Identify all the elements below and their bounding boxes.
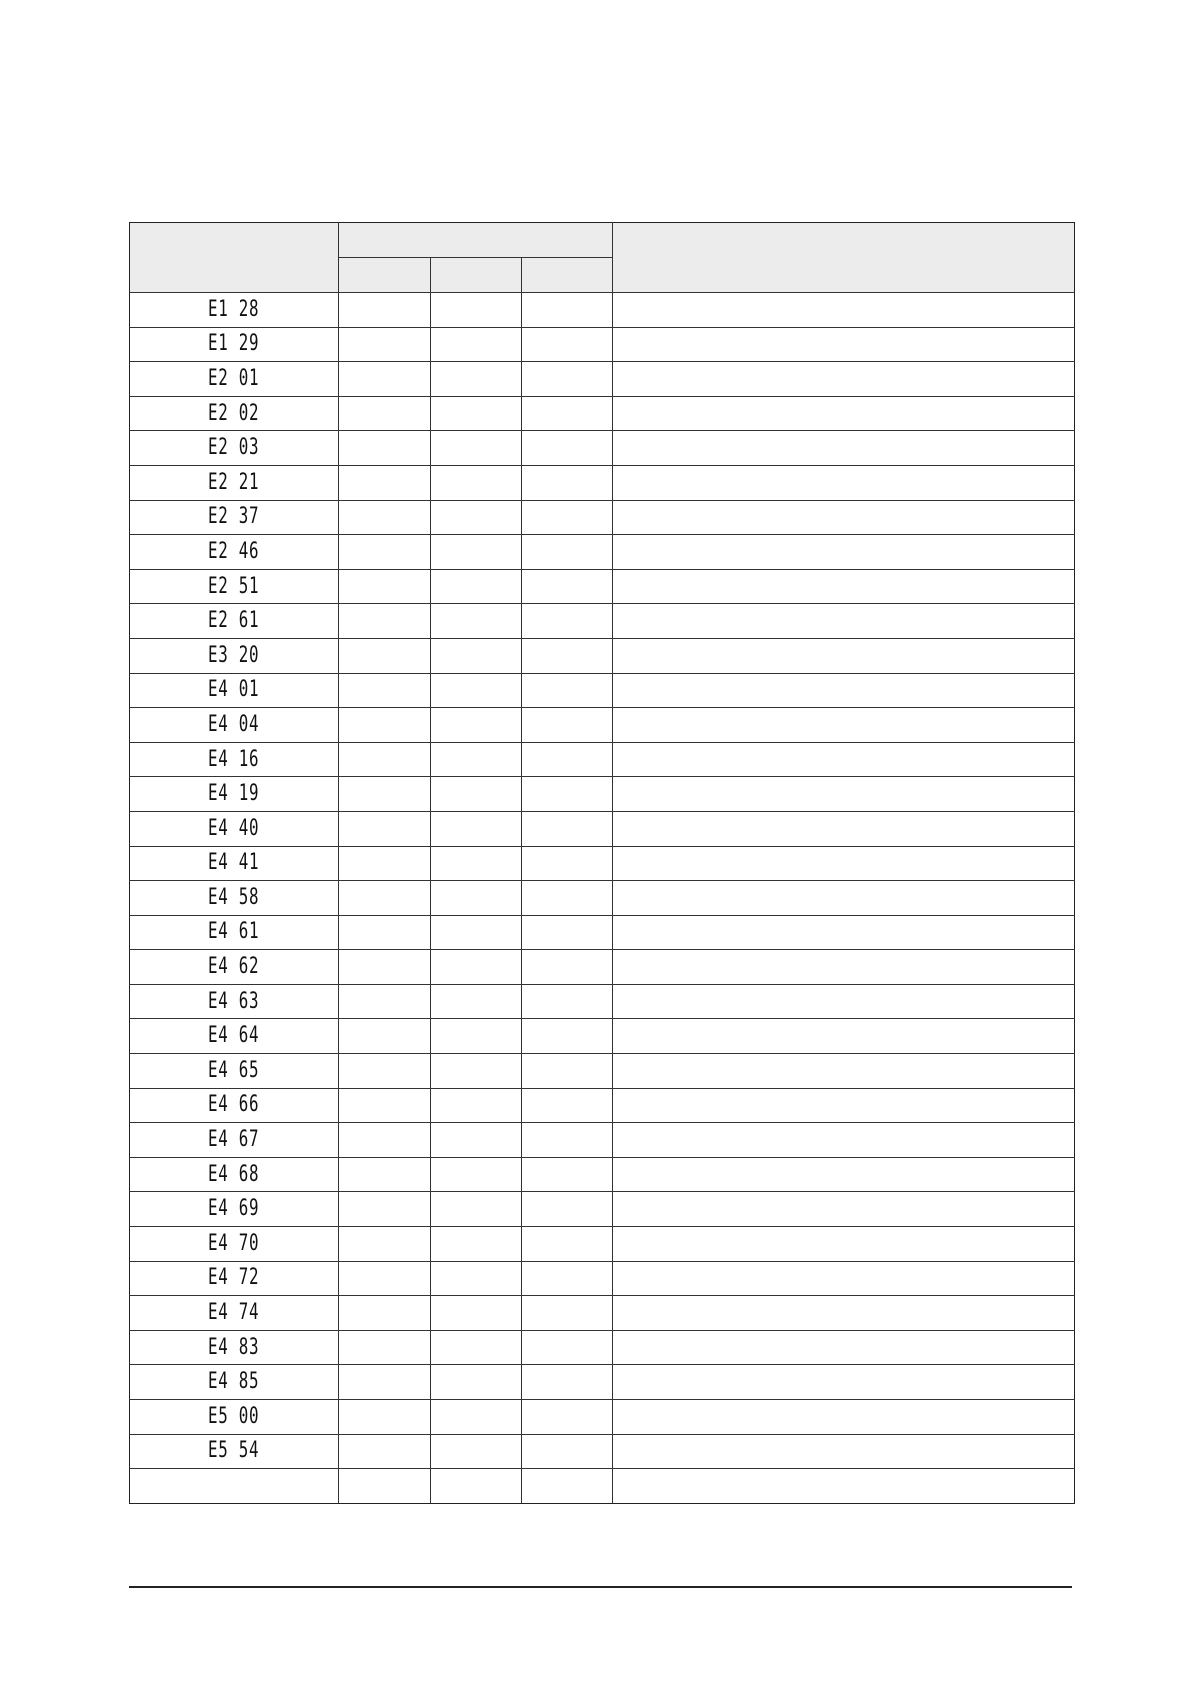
status-cell-3 (522, 1469, 613, 1504)
status-cell-3 (522, 569, 613, 604)
status-cell-3 (522, 465, 613, 500)
status-cell-2 (431, 777, 522, 812)
status-cell-2 (431, 1054, 522, 1089)
description-cell (613, 1296, 1075, 1331)
status-cell-3 (522, 1434, 613, 1469)
error-code-cell (130, 1434, 339, 1469)
error-code: E4 63 (208, 988, 260, 1014)
description-cell (613, 1088, 1075, 1123)
table-row (130, 1054, 1075, 1089)
table-row (130, 811, 1075, 846)
status-cell-3 (522, 777, 613, 812)
error-code: E1 28 (208, 296, 260, 322)
table-row (130, 950, 1075, 985)
description-cell (613, 638, 1075, 673)
description-cell (613, 950, 1075, 985)
error-code-cell (130, 327, 339, 362)
table-row (130, 673, 1075, 708)
description-cell (613, 1123, 1075, 1158)
status-cell-2 (431, 1019, 522, 1054)
error-code-cell (130, 881, 339, 916)
description-cell (613, 569, 1075, 604)
status-cell-3 (522, 881, 613, 916)
status-cell-1 (339, 984, 431, 1019)
status-cell-3 (522, 1365, 613, 1400)
error-code: E5 54 (208, 1438, 260, 1464)
status-cell-2 (431, 604, 522, 639)
table-row (130, 1227, 1075, 1262)
status-cell-2 (431, 708, 522, 743)
status-cell-3 (522, 1088, 613, 1123)
status-cell-3 (522, 1261, 613, 1296)
error-code-cell (130, 396, 339, 431)
table-row (130, 881, 1075, 916)
error-code-cell (130, 1123, 339, 1158)
error-code: E5 00 (208, 1403, 260, 1429)
description-cell (613, 431, 1075, 466)
error-code: E2 02 (208, 400, 260, 426)
description-cell (613, 915, 1075, 950)
status-cell-2 (431, 984, 522, 1019)
status-cell-2 (431, 1434, 522, 1469)
status-cell-2 (431, 1261, 522, 1296)
description-cell (613, 500, 1075, 535)
error-code-cell (130, 293, 339, 328)
status-cell-1 (339, 500, 431, 535)
error-code-cell (130, 604, 339, 639)
description-cell (613, 1261, 1075, 1296)
status-cell-2 (431, 293, 522, 328)
error-code-cell (130, 742, 339, 777)
status-cell-2 (431, 950, 522, 985)
status-cell-2 (431, 811, 522, 846)
status-cell-1 (339, 1227, 431, 1262)
error-code: E2 61 (208, 608, 260, 634)
table-row (130, 742, 1075, 777)
error-code-table (129, 222, 1075, 1504)
status-cell-1 (339, 811, 431, 846)
error-code: E4 04 (208, 711, 260, 737)
subheader-2 (431, 258, 522, 293)
status-cell-3 (522, 1019, 613, 1054)
error-code-cell (130, 1400, 339, 1435)
table-row (130, 293, 1075, 328)
table-header-row (130, 223, 1075, 258)
table-row (130, 1330, 1075, 1365)
table-row (130, 638, 1075, 673)
error-code-cell (130, 1261, 339, 1296)
error-code-cell (130, 1365, 339, 1400)
table-row (130, 1157, 1075, 1192)
description-cell (613, 362, 1075, 397)
error-code: E4 62 (208, 954, 260, 980)
error-code: E4 66 (208, 1092, 260, 1118)
error-code: E2 37 (208, 504, 260, 530)
error-code: E4 41 (208, 850, 260, 876)
status-cell-2 (431, 535, 522, 570)
description-cell (613, 1365, 1075, 1400)
error-code: E4 74 (208, 1300, 260, 1326)
error-code-cell (130, 1054, 339, 1089)
status-cell-1 (339, 293, 431, 328)
table-row (130, 535, 1075, 570)
table-row (130, 569, 1075, 604)
status-cell-2 (431, 742, 522, 777)
table-row (130, 396, 1075, 431)
subheader-1 (339, 258, 431, 293)
error-code: E4 65 (208, 1057, 260, 1083)
description-cell (613, 1400, 1075, 1435)
status-cell-1 (339, 638, 431, 673)
status-cell-3 (522, 1296, 613, 1331)
footer-rule (129, 1586, 1072, 1588)
error-code-cell (130, 569, 339, 604)
error-code-cell (130, 915, 339, 950)
error-code: E4 70 (208, 1230, 260, 1256)
error-code-cell (130, 777, 339, 812)
status-cell-2 (431, 1400, 522, 1435)
table-row (130, 431, 1075, 466)
status-cell-1 (339, 1192, 431, 1227)
status-cell-2 (431, 638, 522, 673)
error-code-cell (130, 1227, 339, 1262)
description-cell (613, 1054, 1075, 1089)
error-code-cell (130, 1157, 339, 1192)
status-cell-2 (431, 465, 522, 500)
status-cell-2 (431, 881, 522, 916)
description-cell (613, 881, 1075, 916)
error-code-cell (130, 811, 339, 846)
error-code: E4 67 (208, 1127, 260, 1153)
status-cell-1 (339, 1296, 431, 1331)
status-cell-2 (431, 327, 522, 362)
error-code-cell (130, 638, 339, 673)
status-cell-1 (339, 1123, 431, 1158)
description-cell (613, 846, 1075, 881)
table-row (130, 362, 1075, 397)
description-cell (613, 1434, 1075, 1469)
status-cell-2 (431, 1088, 522, 1123)
subheader-3 (522, 258, 613, 293)
error-code-cell (130, 846, 339, 881)
error-code: E3 20 (208, 642, 260, 668)
table-row (130, 846, 1075, 881)
status-cell-2 (431, 1192, 522, 1227)
status-cell-1 (339, 1261, 431, 1296)
status-cell-3 (522, 638, 613, 673)
error-code: E4 19 (208, 781, 260, 807)
error-code: E4 58 (208, 884, 260, 910)
description-cell (613, 1019, 1075, 1054)
status-cell-2 (431, 500, 522, 535)
status-cell-2 (431, 1469, 522, 1504)
error-code: E4 72 (208, 1265, 260, 1291)
error-code-cell (130, 500, 339, 535)
error-code: E4 69 (208, 1196, 260, 1222)
status-cell-3 (522, 742, 613, 777)
table-row (130, 708, 1075, 743)
status-cell-3 (522, 500, 613, 535)
error-code: E4 16 (208, 746, 260, 772)
status-cell-2 (431, 396, 522, 431)
error-code: E4 83 (208, 1334, 260, 1360)
status-cell-1 (339, 881, 431, 916)
header-description (613, 223, 1075, 293)
status-cell-2 (431, 1123, 522, 1158)
status-cell-1 (339, 535, 431, 570)
status-cell-3 (522, 1227, 613, 1262)
error-code-cell (130, 984, 339, 1019)
description-cell (613, 984, 1075, 1019)
error-code: E4 68 (208, 1161, 260, 1187)
error-code: E2 51 (208, 573, 260, 599)
description-cell (613, 708, 1075, 743)
error-code: E4 64 (208, 1023, 260, 1049)
error-code-cell (130, 431, 339, 466)
status-cell-3 (522, 915, 613, 950)
table-row (130, 1123, 1075, 1158)
error-code-cell (130, 535, 339, 570)
status-cell-1 (339, 950, 431, 985)
description-cell (613, 1157, 1075, 1192)
status-cell-1 (339, 604, 431, 639)
table-row (130, 1088, 1075, 1123)
error-code-cell (130, 1019, 339, 1054)
error-code: E1 29 (208, 331, 260, 357)
description-cell (613, 604, 1075, 639)
table-row (130, 465, 1075, 500)
description-cell (613, 293, 1075, 328)
table-row (130, 777, 1075, 812)
status-cell-1 (339, 362, 431, 397)
status-cell-2 (431, 673, 522, 708)
status-cell-1 (339, 742, 431, 777)
status-cell-3 (522, 362, 613, 397)
table-body (130, 293, 1075, 1504)
status-cell-3 (522, 1330, 613, 1365)
status-cell-3 (522, 1157, 613, 1192)
error-code: E2 46 (208, 538, 260, 564)
error-code: E4 61 (208, 919, 260, 945)
status-cell-1 (339, 846, 431, 881)
table-row (130, 1261, 1075, 1296)
status-cell-3 (522, 431, 613, 466)
status-cell-1 (339, 327, 431, 362)
description-cell (613, 396, 1075, 431)
status-cell-3 (522, 708, 613, 743)
status-cell-3 (522, 984, 613, 1019)
status-cell-1 (339, 1088, 431, 1123)
status-cell-1 (339, 431, 431, 466)
error-code-cell (130, 1192, 339, 1227)
description-cell (613, 465, 1075, 500)
description-cell (613, 742, 1075, 777)
error-code-cell (130, 708, 339, 743)
status-cell-3 (522, 1192, 613, 1227)
description-cell (613, 1330, 1075, 1365)
status-cell-1 (339, 673, 431, 708)
description-cell (613, 777, 1075, 812)
table-row (130, 984, 1075, 1019)
status-cell-3 (522, 1400, 613, 1435)
header-error-code (130, 223, 339, 293)
error-code-cell (130, 1330, 339, 1365)
status-cell-2 (431, 846, 522, 881)
description-cell (613, 1227, 1075, 1262)
error-code-cell (130, 362, 339, 397)
error-code: E4 40 (208, 815, 260, 841)
status-cell-3 (522, 673, 613, 708)
status-cell-3 (522, 846, 613, 881)
status-cell-2 (431, 431, 522, 466)
status-cell-1 (339, 1054, 431, 1089)
error-code-cell (130, 1469, 339, 1504)
status-cell-3 (522, 293, 613, 328)
table-row (130, 1469, 1075, 1504)
status-cell-3 (522, 950, 613, 985)
status-cell-3 (522, 535, 613, 570)
status-cell-1 (339, 1365, 431, 1400)
table-row (130, 1192, 1075, 1227)
status-cell-2 (431, 1157, 522, 1192)
description-cell (613, 327, 1075, 362)
table-row (130, 327, 1075, 362)
table-row (130, 604, 1075, 639)
status-cell-1 (339, 569, 431, 604)
error-code: E2 01 (208, 365, 260, 391)
status-cell-3 (522, 604, 613, 639)
status-cell-1 (339, 777, 431, 812)
error-code-cell (130, 1088, 339, 1123)
status-cell-2 (431, 1296, 522, 1331)
status-cell-2 (431, 1365, 522, 1400)
status-cell-2 (431, 362, 522, 397)
error-code: E2 21 (208, 469, 260, 495)
status-cell-1 (339, 915, 431, 950)
status-cell-3 (522, 1054, 613, 1089)
table-row (130, 1019, 1075, 1054)
error-code: E4 01 (208, 677, 260, 703)
error-code-cell (130, 1296, 339, 1331)
status-cell-1 (339, 1469, 431, 1504)
table-row (130, 500, 1075, 535)
status-cell-1 (339, 1157, 431, 1192)
status-cell-1 (339, 1019, 431, 1054)
status-cell-3 (522, 396, 613, 431)
description-cell (613, 673, 1075, 708)
status-cell-2 (431, 569, 522, 604)
description-cell (613, 1469, 1075, 1504)
error-code-cell (130, 673, 339, 708)
table-row (130, 1365, 1075, 1400)
status-cell-2 (431, 1330, 522, 1365)
status-cell-1 (339, 1434, 431, 1469)
status-cell-3 (522, 811, 613, 846)
error-code: E4 85 (208, 1369, 260, 1395)
error-code-cell (130, 950, 339, 985)
table-row (130, 1400, 1075, 1435)
status-cell-1 (339, 465, 431, 500)
table-row (130, 1434, 1075, 1469)
status-cell-1 (339, 1330, 431, 1365)
description-cell (613, 811, 1075, 846)
status-cell-3 (522, 1123, 613, 1158)
status-cell-3 (522, 327, 613, 362)
table-row (130, 1296, 1075, 1331)
status-cell-1 (339, 708, 431, 743)
status-cell-1 (339, 1400, 431, 1435)
status-cell-2 (431, 1227, 522, 1262)
description-cell (613, 1192, 1075, 1227)
status-cell-2 (431, 915, 522, 950)
error-code-cell (130, 465, 339, 500)
description-cell (613, 535, 1075, 570)
table-row (130, 915, 1075, 950)
status-cell-1 (339, 396, 431, 431)
header-group (339, 223, 613, 258)
error-code: E2 03 (208, 435, 260, 461)
